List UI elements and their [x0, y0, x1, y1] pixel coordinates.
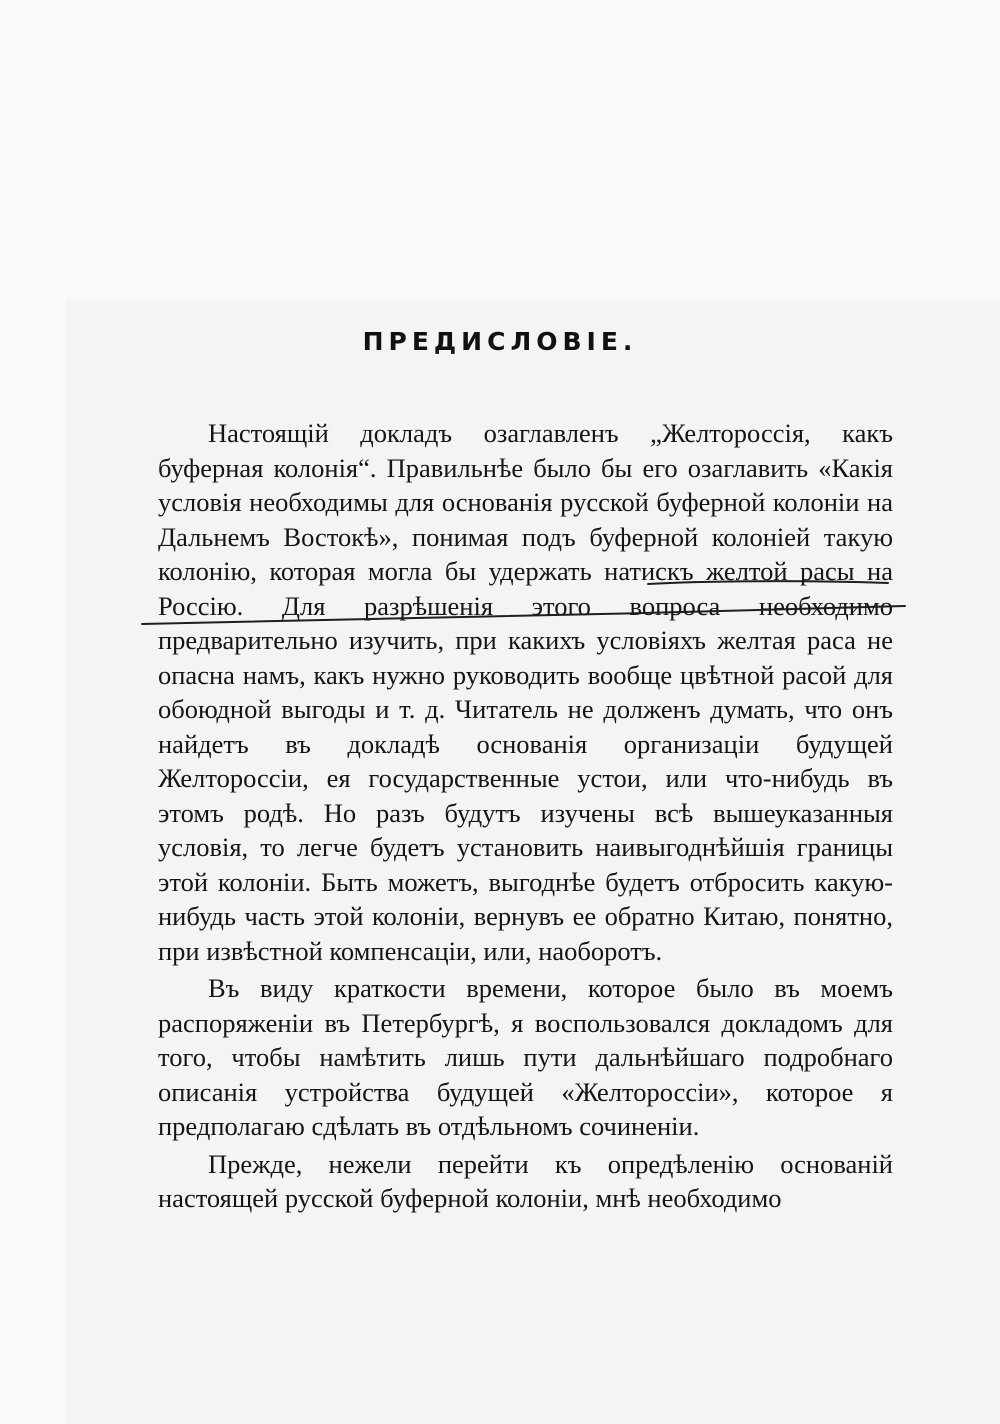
paragraph-3: Прежде, нежели перейти къ опредѣленію основаній настоящей русской буферной колоніи, мнѣ необходимо — [158, 1148, 893, 1213]
preface-heading: ПРЕДИСЛОВІЕ. — [362, 327, 638, 356]
preface-body — [158, 416, 893, 1216]
paragraph-2: Въ виду краткости времени, которое было въ моемъ распоряженіи въ Петербургѣ, я воспользовался докладомъ для того, чтобы намѣтить лишь пути дальнѣйшаго подробнаго описанія устройства будущей «Желтороссіи», которое я предполагаю сдѣлать въ отдѣльномъ сочиненіи. — [158, 973, 893, 1141]
paragraph-1: Настоящій докладъ озаглавленъ „Желтороссія, какъ буферная колонія“. Правильнѣе было бы его озаглавить «Какія условія необходимы для основанія русской буферной колоніи на Дальнемъ Востокѣ», понимая подъ буферной колоніей такую колонію, которая могла бы удержать натискъ желтой расы на Россію. Для разрѣшенія этого вопроса необходимо предварительно изучить, при какихъ условіяхъ желтая раса не опасна намъ, какъ нужно руководить вообще цвѣтной расой для обоюдной выгоды и т. д. Читатель не долженъ думать, что онъ найдетъ въ докладѣ основанія организаціи будущей Желтороссіи, ея государственные устои, или что-нибудь въ этомъ родѣ. Но разъ будутъ изучены всѣ вышеуказанныя условія, то легче будетъ установить наивыгоднѣйшія границы этой колоніи. Быть можетъ, выгоднѣе будетъ отбросить какую-нибудь часть этой колоніи, вернувъ ее обратно Китаю, понятно, при извѣстной компенсаціи, или, наоборотъ. — [158, 418, 893, 966]
